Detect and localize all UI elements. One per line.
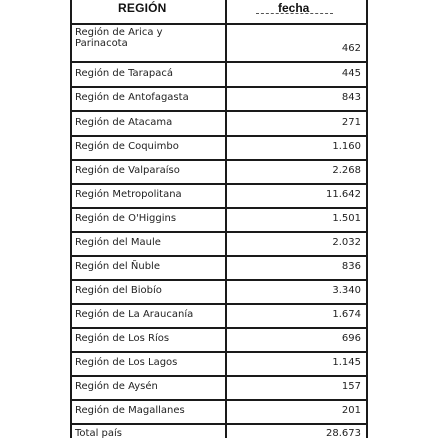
region-name: Región de Tarapacá — [75, 68, 174, 79]
region-value: 1.160 — [332, 141, 361, 152]
row-divider — [70, 86, 368, 88]
region-name: Región del Ñuble — [75, 261, 160, 272]
region-value: 11.642 — [326, 189, 361, 200]
region-name: Región de Magallanes — [75, 405, 185, 416]
region-value: 1.674 — [332, 309, 361, 320]
region-name: Región de Coquimbo — [75, 141, 179, 152]
row-divider — [70, 423, 368, 425]
row-divider — [70, 183, 368, 185]
region-name: Región de O'Higgins — [75, 213, 177, 224]
row-divider — [70, 231, 368, 233]
row-divider — [70, 61, 368, 63]
region-name: Región Metropolitana — [75, 189, 182, 200]
regions-table — [70, 0, 368, 438]
row-divider — [70, 110, 368, 112]
row-divider — [70, 255, 368, 257]
row-divider — [70, 351, 368, 353]
total-value: 28.673 — [326, 428, 361, 439]
region-name: Región de Valparaíso — [75, 165, 180, 176]
total-label: Total país — [75, 428, 122, 439]
region-value: 201 — [341, 405, 361, 416]
region-value: 157 — [341, 381, 361, 392]
table-right-border — [366, 0, 368, 438]
table-left-border — [70, 0, 72, 438]
region-name: Región del Biobío — [75, 285, 162, 296]
region-name: Región de Antofagasta — [75, 92, 189, 103]
region-value: 3.340 — [332, 285, 361, 296]
row-divider — [70, 135, 368, 137]
region-name: Región de La Araucanía — [75, 309, 194, 320]
region-value: 1.145 — [332, 357, 361, 368]
region-value: 2.032 — [332, 237, 361, 248]
row-divider — [70, 399, 368, 401]
row-divider — [70, 159, 368, 161]
region-name: Región de Los Lagos — [75, 357, 178, 368]
fecha-column-header: fecha — [278, 1, 310, 15]
region-name: Región de Atacama — [75, 117, 173, 128]
row-divider — [70, 375, 368, 377]
region-name: Región del Maule — [75, 237, 161, 248]
region-value: 271 — [341, 117, 361, 128]
region-name: Región de Aysén — [75, 381, 158, 392]
region-value: 843 — [341, 92, 361, 103]
region-value: 696 — [341, 333, 361, 344]
table-column-divider — [225, 0, 227, 438]
row-divider — [70, 207, 368, 209]
region-value: 462 — [341, 43, 361, 54]
row-divider — [70, 23, 368, 25]
region-value: 1.501 — [332, 213, 361, 224]
region-column-header: REGIÓN — [118, 1, 167, 15]
region-value: 836 — [341, 261, 361, 272]
region-value: 445 — [341, 68, 361, 79]
row-divider — [70, 303, 368, 305]
region-name: Región de Arica y Parinacota — [75, 27, 163, 49]
region-name: Región de Los Ríos — [75, 333, 170, 344]
row-divider — [70, 279, 368, 281]
region-value: 2.268 — [332, 165, 361, 176]
row-divider — [70, 327, 368, 329]
